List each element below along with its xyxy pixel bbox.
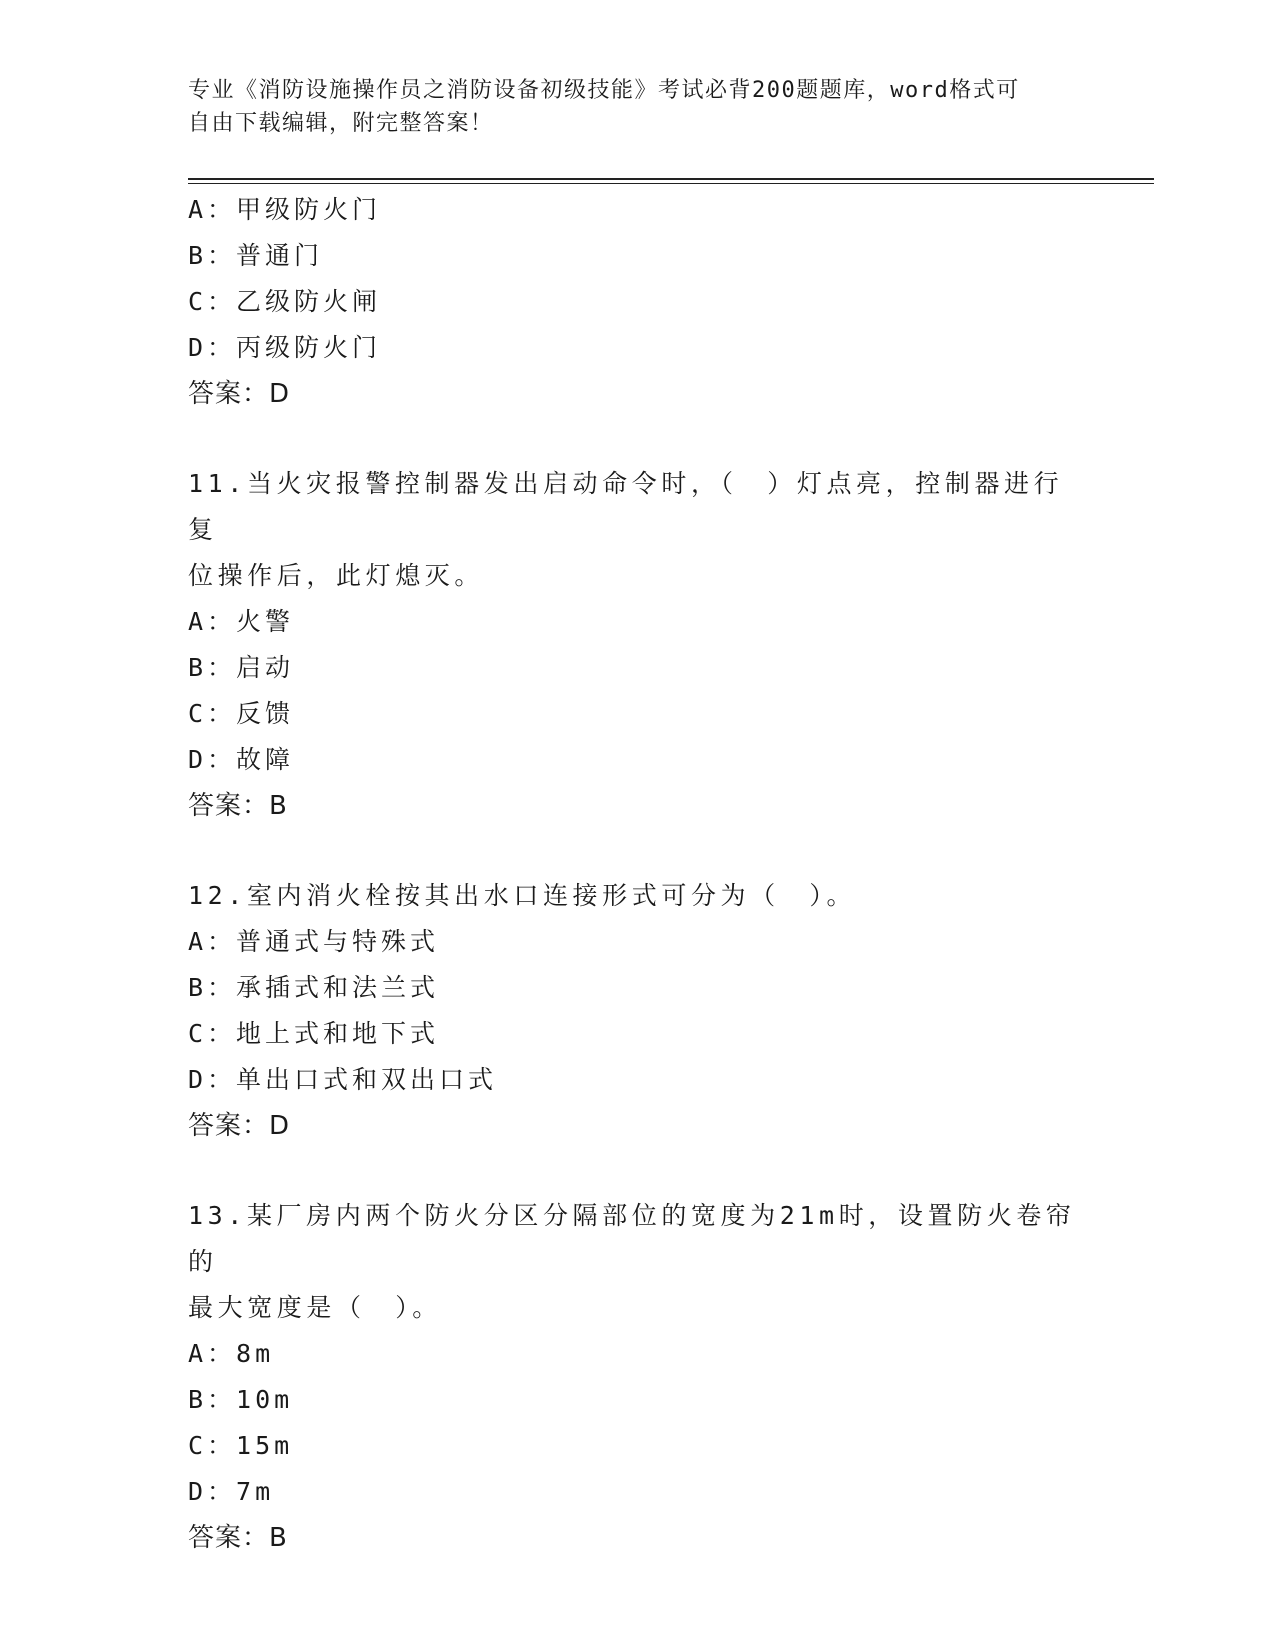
header-rule-thin: [188, 183, 1154, 184]
answer-line: 答案：D: [188, 1111, 291, 1141]
option-c: C：反馈: [188, 699, 295, 728]
answer-line: 答案：B: [188, 1523, 288, 1553]
question-11: [188, 461, 1088, 829]
option-d: D：7m: [188, 1477, 275, 1506]
header-rule-thick: [188, 178, 1154, 180]
option-c: C：地上式和地下式: [188, 1019, 440, 1048]
option-d: D：丙级防火门: [188, 333, 382, 362]
spacer: [188, 829, 1088, 873]
question-list: [188, 187, 1088, 1561]
question-stem-line-2: 位操作后，此灯熄灭。: [188, 561, 485, 590]
option-c: C：15m: [188, 1431, 294, 1460]
option-c: C：乙级防火闸: [188, 287, 382, 316]
option-b: B：启动: [188, 653, 295, 682]
header-line-1: 专业《消防设施操作员之消防设备初级技能》考试必背200题题库，word格式可: [188, 78, 1020, 103]
option-a: A：普通式与特殊式: [188, 927, 440, 956]
question-stem-line-2: 最大宽度是（ ）。: [188, 1293, 442, 1322]
document-header: [188, 74, 1068, 140]
question-stem-line-1: 12.室内消火栓按其出水口连接形式可分为（ ）。: [188, 881, 857, 910]
question-stem-line-1: 13.某厂房内两个防火分区分隔部位的宽度为21m时，设置防火卷帘的: [188, 1201, 1076, 1276]
option-a: A：8m: [188, 1339, 275, 1368]
header-line-2: 自由下载编辑，附完整答案！: [188, 111, 494, 136]
question-10: [188, 187, 1088, 417]
option-b: B：承插式和法兰式: [188, 973, 440, 1002]
answer-line: 答案：D: [188, 379, 291, 409]
option-a: A：火警: [188, 607, 295, 636]
option-d: D：单出口式和双出口式: [188, 1065, 498, 1094]
spacer: [188, 1149, 1088, 1193]
option-a: A：甲级防火门: [188, 195, 382, 224]
option-b: B：普通门: [188, 241, 324, 270]
option-d: D：故障: [188, 745, 295, 774]
answer-line: 答案：B: [188, 791, 288, 821]
question-stem-line-1: 11.当火灾报警控制器发出启动命令时，（ ）灯点亮，控制器进行复: [188, 469, 1064, 544]
option-b: B：10m: [188, 1385, 294, 1414]
spacer: [188, 417, 1088, 461]
question-13: [188, 1193, 1088, 1561]
question-12: [188, 873, 1088, 1149]
